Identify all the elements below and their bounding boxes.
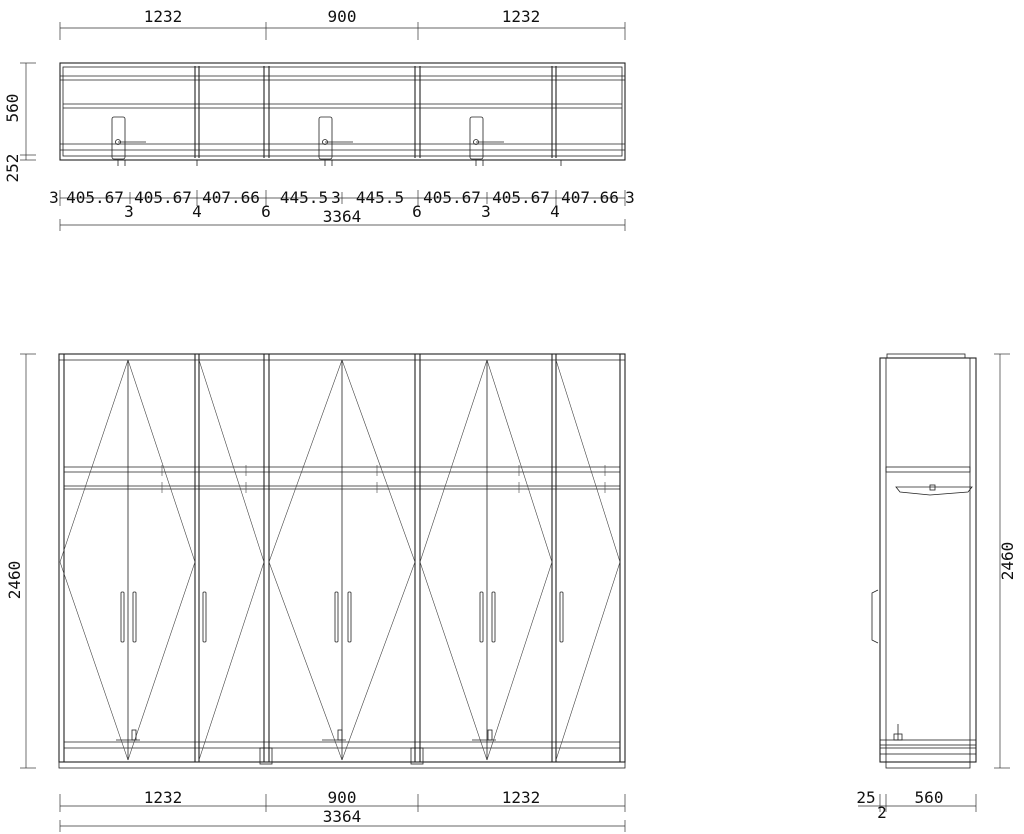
seg-dim-7: 445.5 [355,188,405,207]
gap-dim-6: 4 [550,202,560,221]
plan-dim-middle: 900 [327,7,357,26]
front-height-label: 2460 [5,560,24,600]
seg-dim-2: 405.67 [66,188,124,207]
gap-dim-5: 3 [481,202,491,221]
plan-body [60,63,625,166]
seg-dim-4: 407.66 [202,188,260,207]
gap-dim-4: 6 [412,202,422,221]
plan-hardware-1 [112,117,146,166]
front-height-dimension [5,354,36,768]
side-elevation [856,354,1017,822]
front-dim-left: 1232 [143,788,183,807]
plan-depth-dim: 560 [3,93,22,123]
front-dim-middle: 900 [327,788,357,807]
side-dim-25: 25 [856,788,876,807]
front-dim-right: 1232 [501,788,541,807]
seg-dim-8: 405.67 [423,188,481,207]
plan-top-dimension [60,7,625,40]
front-elevation [5,354,625,832]
seg-dim-3: 405.67 [134,188,192,207]
plan-hardware-3 [470,117,504,166]
gap-dim-1: 3 [124,202,134,221]
seg-dim-5: 445.5 [279,188,329,207]
front-bottom-hardware [116,730,496,764]
plan-dim-left: 1232 [143,7,183,26]
seg-dim-1: 3 [49,188,59,207]
seg-dim-9: 405.67 [492,188,550,207]
gap-dim-3: 6 [261,202,271,221]
side-body [872,354,976,768]
seg-dim-10: 407.66 [561,188,619,207]
gap-dim-2: 4 [192,202,202,221]
plan-left-dimension [3,63,36,182]
side-height-label: 2460 [998,541,1017,581]
front-door-diagonals [60,360,620,760]
front-total-width: 3364 [322,807,362,826]
plan-total-width: 3364 [322,207,362,226]
plan-total-dimension [60,207,625,231]
side-bottom-dimensions [856,788,976,822]
plan-toe-dim: 252 [3,153,22,183]
plan-dim-right: 1232 [501,7,541,26]
front-bottom-dimensions [60,788,625,832]
side-dim-560: 560 [914,788,944,807]
plan-view [3,7,635,231]
seg-dim-11: 3 [625,188,635,207]
side-dim-2: 2 [877,803,887,822]
plan-hardware-2 [319,117,353,166]
seg-dim-6: 3 [331,188,341,207]
side-height-dimension [994,354,1017,768]
